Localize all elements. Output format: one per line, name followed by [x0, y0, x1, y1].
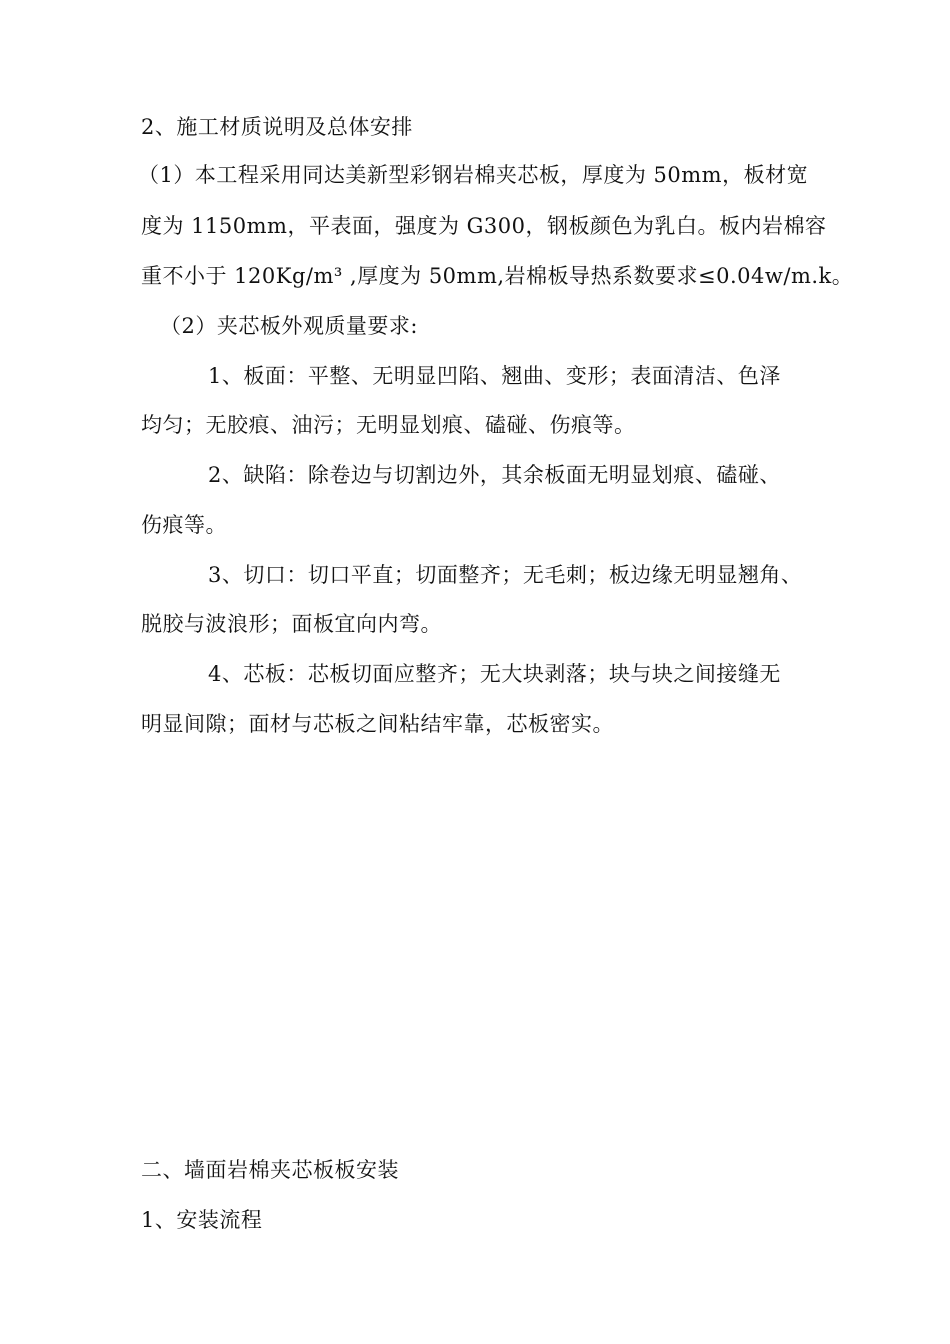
list-item-line: 均匀；无胶痕、油污；无明显划痕、磕碰、伤痕等。 — [141, 413, 636, 437]
chapter-heading: 二、墙面岩棉夹芯板板安装 — [141, 1158, 399, 1182]
paragraph-line: 度为 1150mm，平表面，强度为 G300，钢板颜色为乳白。板内岩棉容 — [141, 214, 827, 238]
list-item-line: 3、切口：切口平直；切面整齐；无毛刺；板边缘无明显翘角、 — [208, 563, 803, 587]
subsection-heading: 1、安装流程 — [141, 1208, 263, 1232]
list-item-line: 2、缺陷：除卷边与切割边外，其余板面无明显划痕、磕碰、 — [208, 463, 781, 487]
subsection-heading: （2）夹芯板外观质量要求: — [160, 314, 418, 338]
list-item-line: 1、板面：平整、无明显凹陷、翘曲、变形；表面清洁、色泽 — [208, 364, 781, 388]
list-item-line: 脱胶与波浪形；面板宜向内弯。 — [141, 612, 442, 636]
list-item-line: 4、芯板：芯板切面应整齐；无大块剥落；块与块之间接缝无 — [208, 662, 781, 686]
list-item-line: 伤痕等。 — [141, 513, 227, 537]
paragraph-line: （1）本工程采用同达美新型彩钢岩棉夹芯板，厚度为 50mm，板材宽 — [138, 163, 809, 187]
paragraph-line: 重不小于 120Kg/m³ ,厚度为 50mm,岩棉板导热系数要求≤0.04w/m.k。 — [141, 264, 854, 288]
list-item-line: 明显间隙；面材与芯板之间粘结牢靠，芯板密实。 — [141, 712, 614, 736]
section-heading: 2、施工材质说明及总体安排 — [141, 115, 413, 139]
